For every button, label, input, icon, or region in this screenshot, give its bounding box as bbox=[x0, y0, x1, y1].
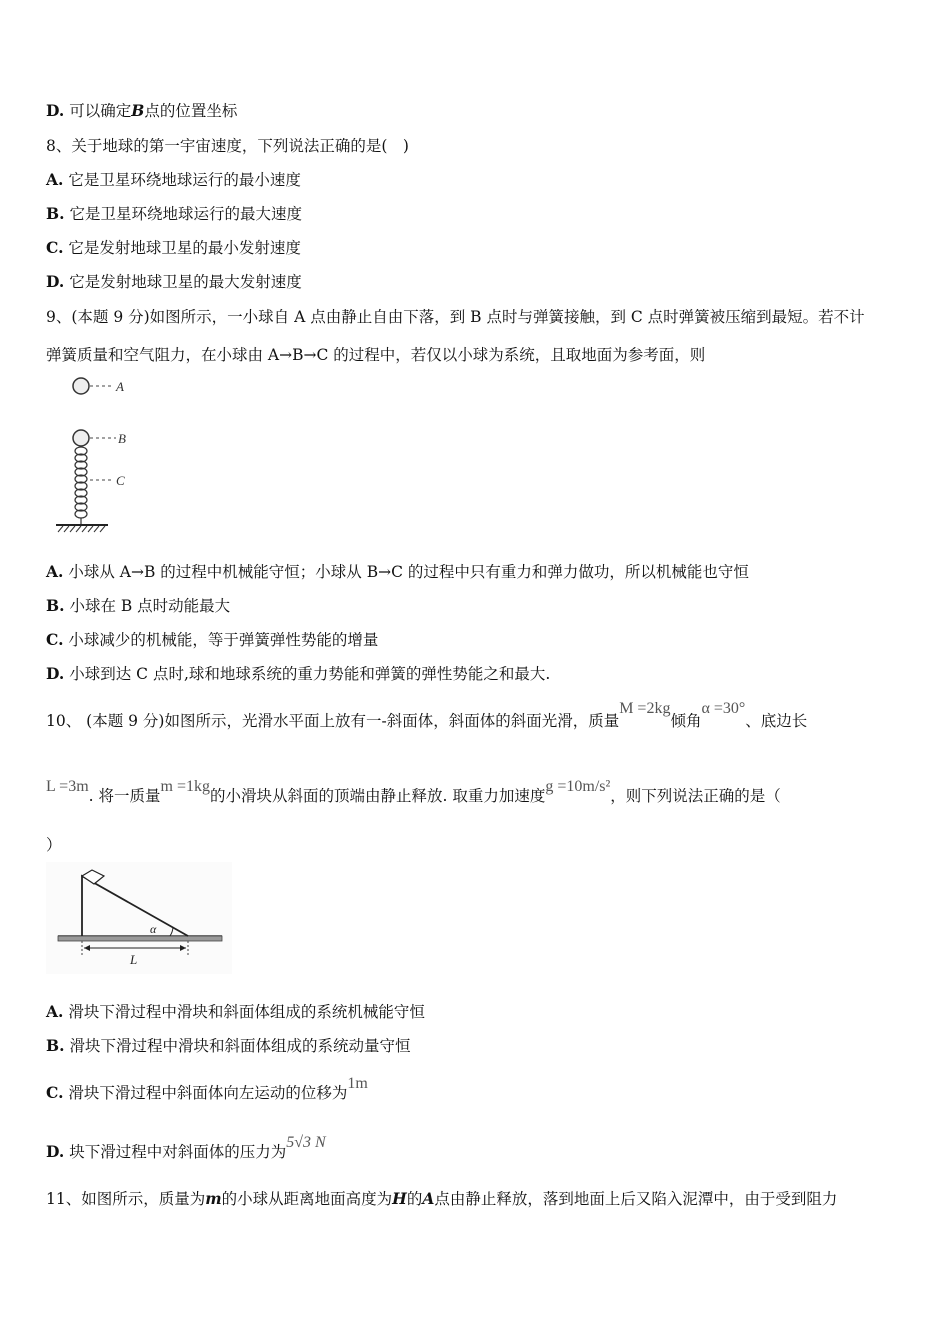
option-letter: B. bbox=[46, 1036, 65, 1055]
option-text: 滑块下滑过程中滑块和斜面体组成的系统动量守恒 bbox=[69, 1037, 411, 1055]
option-letter: D. bbox=[46, 272, 65, 291]
floor bbox=[58, 936, 222, 941]
option-letter: C. bbox=[46, 238, 64, 257]
incline-figure bbox=[46, 862, 232, 974]
q9-stem-line2: 弹簧质量和空气阻力，在小球由 A→B→C 的过程中，若仅以小球为系统，且取地面为参考面，则 bbox=[46, 346, 706, 364]
math-length: L =3m bbox=[46, 778, 89, 795]
stem-text: 11、如图所示，质量为 bbox=[46, 1190, 206, 1208]
q10-stem-line1 bbox=[46, 698, 807, 734]
q8-option-a bbox=[46, 170, 301, 190]
option-letter: D. bbox=[46, 664, 65, 683]
option-text: 可以确定 bbox=[69, 102, 132, 120]
q10-option-b bbox=[46, 1036, 410, 1056]
option-letter: D. bbox=[46, 101, 65, 120]
stem-text: 的 bbox=[406, 1190, 423, 1208]
option-text: 它是发射地球卫星的最小发射速度 bbox=[68, 239, 301, 257]
option-text: 它是卫星环绕地球运行的最小速度 bbox=[68, 171, 301, 189]
label-a: A bbox=[116, 379, 124, 394]
option-text: 小球在 B 点时动能最大 bbox=[69, 597, 231, 615]
math-small-mass: m =1kg bbox=[160, 778, 210, 795]
option-text: 它是卫星环绕地球运行的最大速度 bbox=[69, 205, 302, 223]
q9-option-d bbox=[46, 664, 550, 684]
q9-option-a bbox=[46, 562, 749, 582]
math-mass: M =2kg bbox=[619, 700, 671, 717]
label-length: L bbox=[130, 952, 138, 967]
math-force: 5√3 N bbox=[286, 1134, 326, 1151]
stem-text: . 将一质量 bbox=[88, 787, 161, 805]
option-letter: D. bbox=[46, 1142, 65, 1161]
stem-text: 倾角 bbox=[670, 712, 702, 730]
spring bbox=[75, 447, 87, 524]
q10-stem-line2 bbox=[46, 776, 781, 812]
option-text: 滑块下滑过程中滑块和斜面体组成的系统机械能守恒 bbox=[68, 1003, 425, 1021]
q7-option-d bbox=[46, 101, 237, 121]
option-letter: B. bbox=[46, 596, 65, 615]
q8-stem: 8、关于地球的第一宇宙速度，下列说法正确的是( ) bbox=[46, 137, 409, 155]
q10-option-c bbox=[46, 1075, 368, 1104]
var-h: H bbox=[392, 1189, 407, 1208]
stem-text: 点由静止释放，落到地面上后又陷入泥潭中，由于受到阻力 bbox=[434, 1190, 838, 1208]
q8-option-c bbox=[46, 238, 301, 258]
ground-hatch bbox=[58, 526, 105, 532]
option-text: 小球到达 C 点时,球和地球系统的重力势能和弹簧的弹性势能之和最大. bbox=[69, 665, 551, 683]
option-letter: B. bbox=[46, 204, 65, 223]
q10-option-d bbox=[46, 1134, 326, 1163]
label-b: B bbox=[118, 431, 126, 446]
math-angle: α =30° bbox=[701, 700, 746, 717]
var-a: A bbox=[422, 1189, 435, 1208]
option-text: 块下滑过程中对斜面体的压力为 bbox=[69, 1143, 287, 1161]
stem-text: 、底边长 bbox=[745, 712, 808, 730]
option-letter: A. bbox=[46, 170, 64, 189]
q8-option-d bbox=[46, 272, 302, 292]
option-text: 小球减少的机械能，等于弹簧弹性势能的增量 bbox=[68, 631, 379, 649]
option-text: 点的位置坐标 bbox=[144, 102, 238, 120]
math-gravity: g =10m/s² bbox=[545, 778, 611, 795]
ball-a bbox=[73, 378, 89, 394]
q10-stem-close: ） bbox=[46, 836, 62, 854]
figure-bg bbox=[46, 862, 232, 974]
stem-text: 的小球从距离地面高度为 bbox=[221, 1190, 393, 1208]
stem-text: ，则下列说法正确的是（ bbox=[610, 787, 781, 805]
label-c: C bbox=[116, 473, 125, 488]
ball-b bbox=[73, 430, 89, 446]
q9-option-b bbox=[46, 596, 230, 616]
option-var: B bbox=[131, 101, 145, 120]
option-letter: A. bbox=[46, 1002, 64, 1021]
option-letter: C. bbox=[46, 630, 64, 649]
spring-ball-figure bbox=[50, 372, 140, 537]
label-alpha: α bbox=[150, 922, 157, 936]
q9-option-c bbox=[46, 630, 378, 650]
q10-option-a bbox=[46, 1002, 425, 1022]
option-text: 滑块下滑过程中斜面体向左运动的位移为 bbox=[68, 1084, 348, 1102]
option-letter: C. bbox=[46, 1083, 64, 1102]
math-displacement: 1m bbox=[347, 1075, 368, 1092]
stem-text: 的小滑块从斜面的顶端由静止释放. 取重力加速度 bbox=[209, 787, 546, 805]
var-m: m bbox=[205, 1189, 222, 1208]
stem-text: 10、 (本题 9 分)如图所示，光滑水平面上放有一-斜面体，斜面体的斜面光滑，质量 bbox=[46, 712, 620, 730]
q9-stem-line1: 9、(本题 9 分)如图所示，一小球自 A 点由静止自由下落，到 B 点时与弹簧接触，到 C 点时弹簧被压缩到最短。若不计 bbox=[46, 308, 865, 326]
q11-stem bbox=[46, 1189, 837, 1209]
option-text: 它是发射地球卫星的最大发射速度 bbox=[69, 273, 302, 291]
q8-option-b bbox=[46, 204, 302, 224]
option-letter: A. bbox=[46, 562, 64, 581]
option-text: 小球从 A→B 的过程中机械能守恒；小球从 B→C 的过程中只有重力和弹力做功，所以机械能也守恒 bbox=[68, 563, 749, 581]
